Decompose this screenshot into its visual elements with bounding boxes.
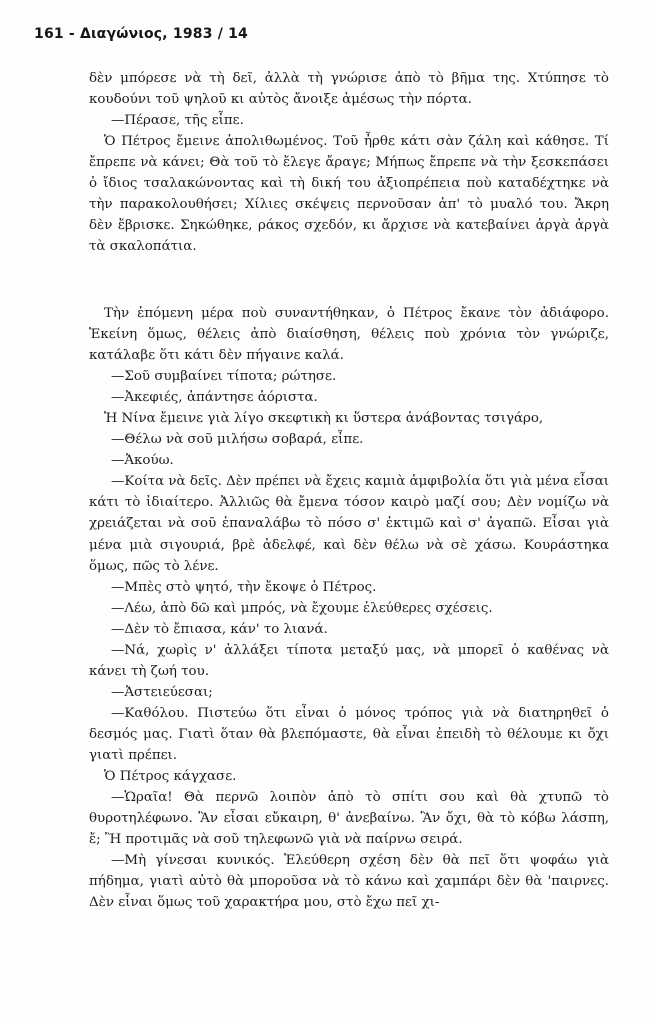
paragraph-dialogue: —Σοῦ συμβαίνει τίποτα; ρώτησε. bbox=[111, 369, 337, 385]
paragraph-continuation: δὲν μπόρεσε νὰ τὴ δεῖ, ἀλλὰ τὴ γνώρισε ἀπὸ τὸ βῆμα της. Χτύπησε τὸ κουδούνι τοῦ ψηλοῦ κι αὐτὸς ἄνοιξε ἀμέσως τὴν πόρτα. bbox=[89, 71, 609, 108]
paragraph-narrative: Ἡ Νίνα ἔμεινε γιὰ λίγο σκεφτικὴ κι ὕστερα ἀνάβοντας τσιγάρο, bbox=[104, 411, 544, 427]
paragraph-dialogue: —Μπὲς στὸ ψητό, τὴν ἔκοψε ὁ Πέτρος. bbox=[111, 579, 377, 595]
text-block-opening bbox=[89, 68, 609, 257]
paragraph-dialogue: —Καθόλου. Πιστεύω ὅτι εἶναι ὁ μόνος τρόπος γιὰ νὰ διατηρηθεῖ ὁ δεσμός μας. Γιατὶ ὅταν θὰ βλεπόμαστε, θὰ εἶναι ἐπειδὴ τὸ θέλουμε κι ὄχι γιατὶ πρέπει. bbox=[89, 705, 609, 763]
paragraph-dialogue: —Ἀκεφιές, ἀπάντησε ἀόριστα. bbox=[111, 390, 318, 406]
paragraph-dialogue: —Ὡραῖα! Θὰ περνῶ λοιπὸν ἀπὸ τὸ σπίτι σου καὶ θὰ χτυπῶ τὸ θυροτηλέφωνο. Ἂν εἶσαι εὔκαιρη, θ' ἀνεβαίνω. Ἂν ὄχι, θὰ τὸ κόβω λάσπη, ἔ; Ἢ προτιμᾶς νὰ σοῦ τηλεφωνῶ γιὰ νὰ παίρνω σειρά. bbox=[89, 790, 609, 848]
paragraph-dialogue: —Ἀστειεύεσαι; bbox=[111, 684, 213, 700]
paragraph-narrative: Ὁ Πέτρος ἔμεινε ἀπολιθωμένος. Τοῦ ἦρθε κάτι σὰν ζάλη καὶ κάθησε. Τί ἔπρεπε νὰ κάνει; Θὰ τοῦ τὸ ἔλεγε ἄραγε; Μήπως ἔπρεπε νὰ τὴν ξεσκεπάσει ὁ ἴδιος τσαλακώνοντας καὶ τὴ δική του ἀξιοπρέπεια ποὺ καταδέχτηκε νὰ τὴν παρακολουθήσει; Χίλιες σκέψεις περνοῦσαν ἀπ' τὸ μυαλό του. Ἄκρη δὲν ἔβρισκε. Σηκώθηκε, ράκος σχεδόν, κι ἄρχισε νὰ κατεβαίνει ἀργὰ ἀργὰ τὰ σκαλοπάτια. bbox=[89, 134, 609, 255]
paragraph-dialogue: —Δὲν τὸ ἔπιασα, κάν' το λιανά. bbox=[111, 621, 328, 637]
text-block-main bbox=[89, 303, 609, 913]
paragraph-dialogue: —Ἀκούω. bbox=[111, 453, 174, 469]
running-head: 161 - Διαγώνιος, 1983 / 14 bbox=[34, 26, 249, 42]
paragraph-dialogue: —Λέω, ἀπὸ δῶ καὶ μπρός, νὰ ἔχουμε ἐλεύθερες σχέσεις. bbox=[111, 600, 493, 616]
paragraph-dialogue: —Κοίτα νὰ δεῖς. Δὲν πρέπει νὰ ἔχεις καμιὰ ἀμφιβολία ὅτι γιὰ μένα εἶσαι κάτι τὸ ἰδιαίτερο. Ἀλλιῶς θὰ ἔμενα τόσον καιρὸ μαζί σου; Δὲν νομίζω νὰ χρειάζεται νὰ σοῦ ἐπαναλάβω τὸ πόσο σ' ἐκτιμῶ καὶ σ' ἀγαπῶ. Εἶσαι γιὰ μένα μιὰ σιγουριά, βρὲ ἀδελφέ, καὶ δὲν θέλω νὰ σὲ χάσω. Κουράστηκα ὅμως, πῶς τὸ λένε. bbox=[89, 474, 610, 574]
paragraph-narrative: Ὁ Πέτρος κάγχασε. bbox=[104, 769, 237, 785]
paragraph-dialogue: —Νά, χωρὶς ν' ἀλλάξει τίποτα μεταξύ μας, νὰ μπορεῖ ὁ καθένας νὰ κάνει τὴ ζωή του. bbox=[89, 642, 609, 679]
paragraph-dialogue: —Πέρασε, τῆς εἶπε. bbox=[111, 113, 244, 129]
paragraph-dialogue: —Μὴ γίνεσαι κυνικός. Ἐλεύθερη σχέση δὲν θὰ πεῖ ὅτι ψοφάω γιὰ πήδημα, γιατὶ αὐτὸ θὰ μποροῦσα νὰ τὸ κάνω καὶ χαμπάρι δὲν θὰ 'παιρνες. Δὲν εἶναι ὅμως τοῦ χαρακτήρα μου, στὸ ἔχω πεῖ χι- bbox=[89, 853, 609, 911]
paragraph-dialogue: —Θέλω νὰ σοῦ μιλήσω σοβαρά, εἶπε. bbox=[111, 432, 364, 448]
paragraph-narrative: Τὴν ἑπόμενη μέρα ποὺ συναντήθηκαν, ὁ Πέτρος ἔκανε τὸν ἀδιάφορο. Ἐκείνη ὅμως, θέλεις ἀπὸ διαίσθηση, θέλεις ποὺ χρόνια τὸν γνώριζε, κατάλαβε ὅτι κάτι δὲν πήγαινε καλά. bbox=[89, 306, 609, 364]
